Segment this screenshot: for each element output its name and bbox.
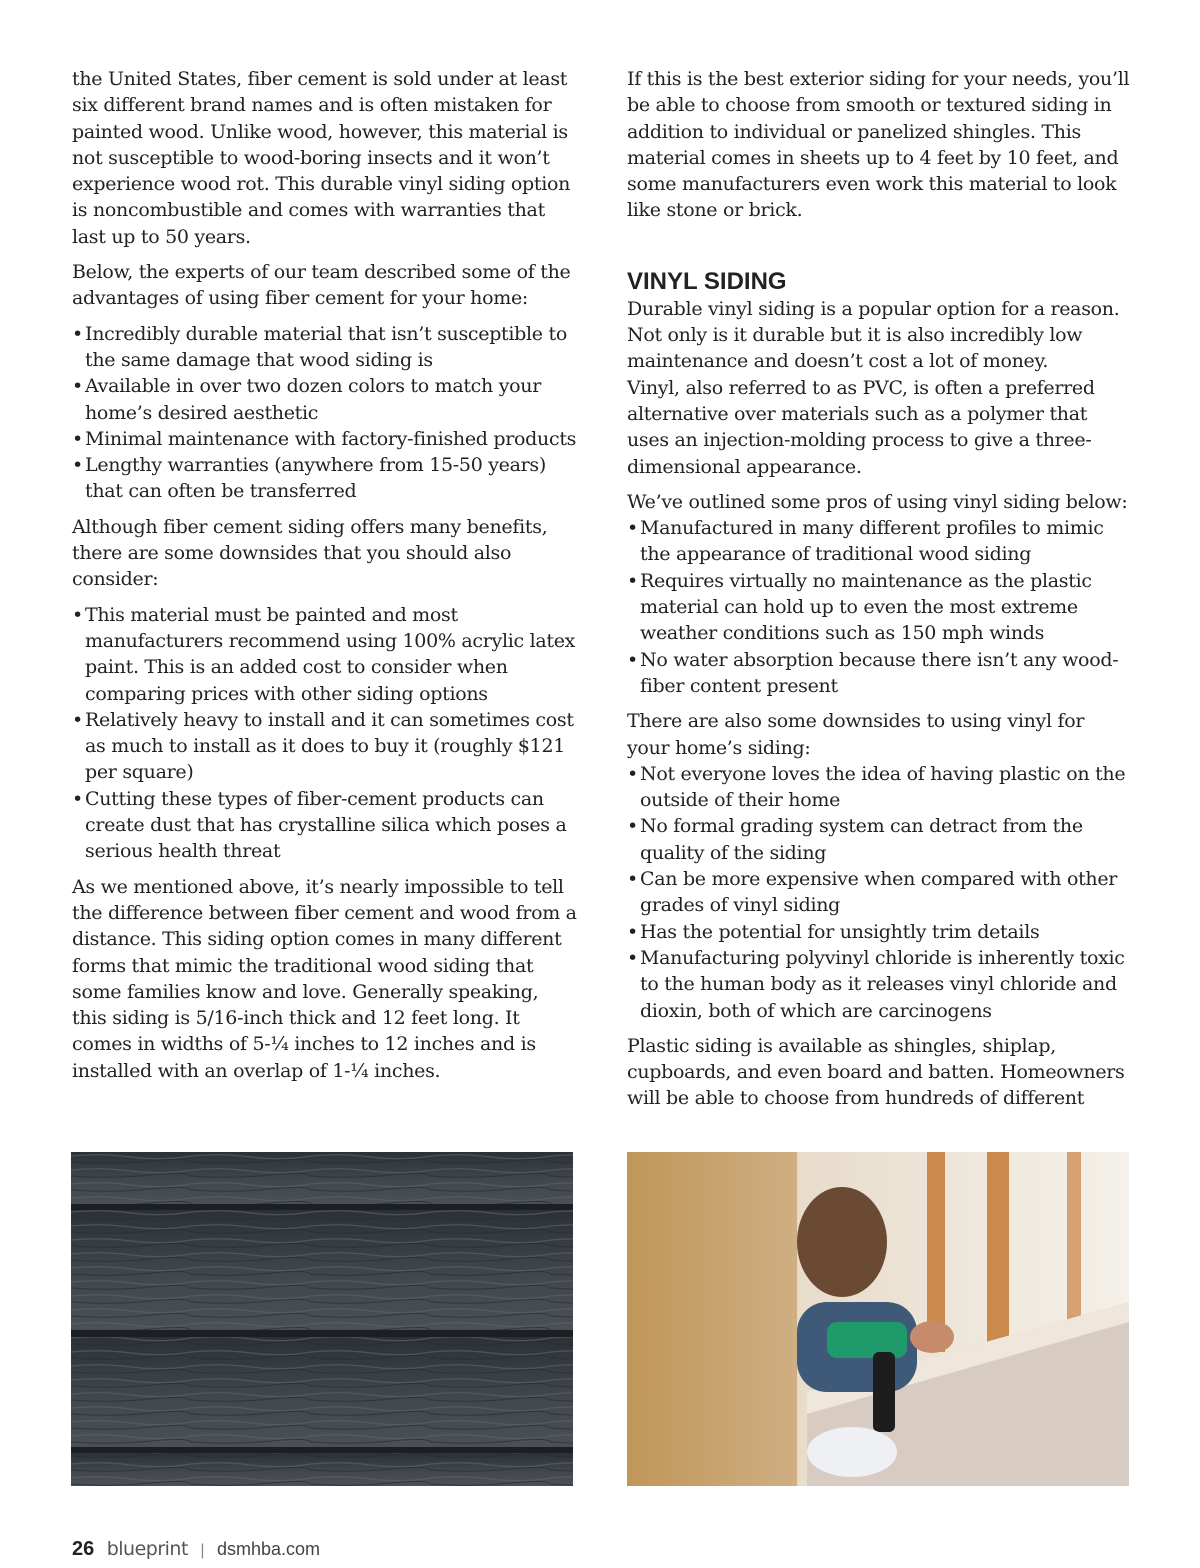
fiber-cement-siding-photo: [71, 1152, 573, 1486]
pros-list: [627, 515, 1132, 699]
downsides-intro: Although fiber cement siding offers many benefits, there are some downsides that you should also consider:: [72, 515, 548, 591]
vinyl-intro-paragraph: Durable vinyl siding is a popular option for a reason. Not only is it durable but it is also incredibly low maintenance and doesn’t cost a lot of money.: [627, 297, 1120, 373]
list-item: • Available in over two dozen colors to match your home’s desired aesthetic: [72, 373, 577, 426]
list-item: • Requires virtually no maintenance as the plastic material can hold up to even the most extreme weather conditions such as 150 mph winds: [627, 568, 1132, 647]
left-column: [72, 66, 577, 1093]
installer-with-drill-photo: [627, 1152, 1129, 1486]
downsides-list: [72, 602, 577, 865]
list-item: • Has the potential for unsightly trim details: [627, 919, 1132, 945]
page-number: 26: [72, 1538, 95, 1560]
list-item: • Minimal maintenance with factory-finished products: [72, 426, 577, 452]
intro-paragraph: the United States, fiber cement is sold under at least six different brand names and is often mistaken for painted wood. Unlike wood, however, this material is not susceptible to wood-boring insects and it won’t experience wood rot. This durable vinyl siding option is noncombustible and comes with warranties that last up to 50 years.: [72, 68, 571, 248]
cons-list: [627, 761, 1132, 1024]
list-item: • No water absorption because there isn’t any wood-fiber content present: [627, 647, 1132, 700]
plastic-siding-paragraph: Plastic siding is available as shingles, shiplap, cupboards, and even board and batten. Homeowners will be able to choose from hundreds of different: [627, 1034, 1125, 1110]
options-paragraph: If this is the best exterior siding for your needs, you’ll be able to choose from smooth or textured siding in addition to individual or panelized shingles. This material comes in sheets up to 4 feet by 10 feet, and some manufacturers even work this material to look like stone or brick.: [627, 68, 1130, 222]
vinyl-siding-heading: VINYL SIDING: [627, 267, 787, 295]
list-item: • Manufacturing polyvinyl chloride is inherently toxic to the human body as it releases vinyl chloride and dioxin, both of which are carcinogens: [627, 945, 1132, 1024]
cons-intro: There are also some downsides to using vinyl for your home’s siding:: [627, 710, 1085, 759]
pros-intro: We’ve outlined some pros of using vinyl siding below:: [627, 490, 1128, 513]
right-column: [627, 66, 1132, 1121]
website-url: dsmhba.com: [216, 1539, 321, 1559]
vinyl-pvc-paragraph: Vinyl, also referred to as PVC, is often a preferred alternative over materials such as a polymer that uses an injection-molding process to give a three-dimensional appearance.: [627, 376, 1095, 478]
blueprint-logo: blueprint: [106, 1538, 188, 1560]
advantages-list: [72, 321, 577, 505]
dimensions-paragraph: As we mentioned above, it’s nearly impossible to tell the difference between fiber cement and wood from a distance. This siding option comes in many different forms that mimic the traditional wood siding that some families know and love. Generally speaking, this siding is 5/16-inch thick and 12 feet long. It comes in widths of 5-¼ inches to 12 inches and is installed with an overlap of 1-¼ inches.: [72, 875, 577, 1082]
list-item: • Incredibly durable material that isn’t susceptible to the same damage that wood siding is: [72, 321, 577, 374]
list-item: • This material must be painted and most manufacturers recommend using 100% acrylic latex paint. This is an added cost to consider when comparing prices with other siding options: [72, 602, 577, 707]
advantages-intro: Below, the experts of our team described some of the advantages of using fiber cement for your home:: [72, 261, 571, 310]
footer-separator: |: [200, 1542, 205, 1559]
list-item: • Not everyone loves the idea of having plastic on the outside of their home: [627, 761, 1132, 814]
list-item: • Lengthy warranties (anywhere from 15-50 years) that can often be transferred: [72, 452, 577, 505]
list-item: • Relatively heavy to install and it can sometimes cost as much to install as it does to buy it (roughly $121 per square): [72, 707, 577, 786]
list-item: • Manufactured in many different profiles to mimic the appearance of traditional wood siding: [627, 515, 1132, 568]
list-item: • No formal grading system can detract from the quality of the siding: [627, 813, 1132, 866]
list-item: • Cutting these types of fiber-cement products can create dust that has crystalline silica which poses a serious health threat: [72, 786, 577, 865]
list-item: • Can be more expensive when compared with other grades of vinyl siding: [627, 866, 1132, 919]
page-footer: [72, 1538, 320, 1568]
